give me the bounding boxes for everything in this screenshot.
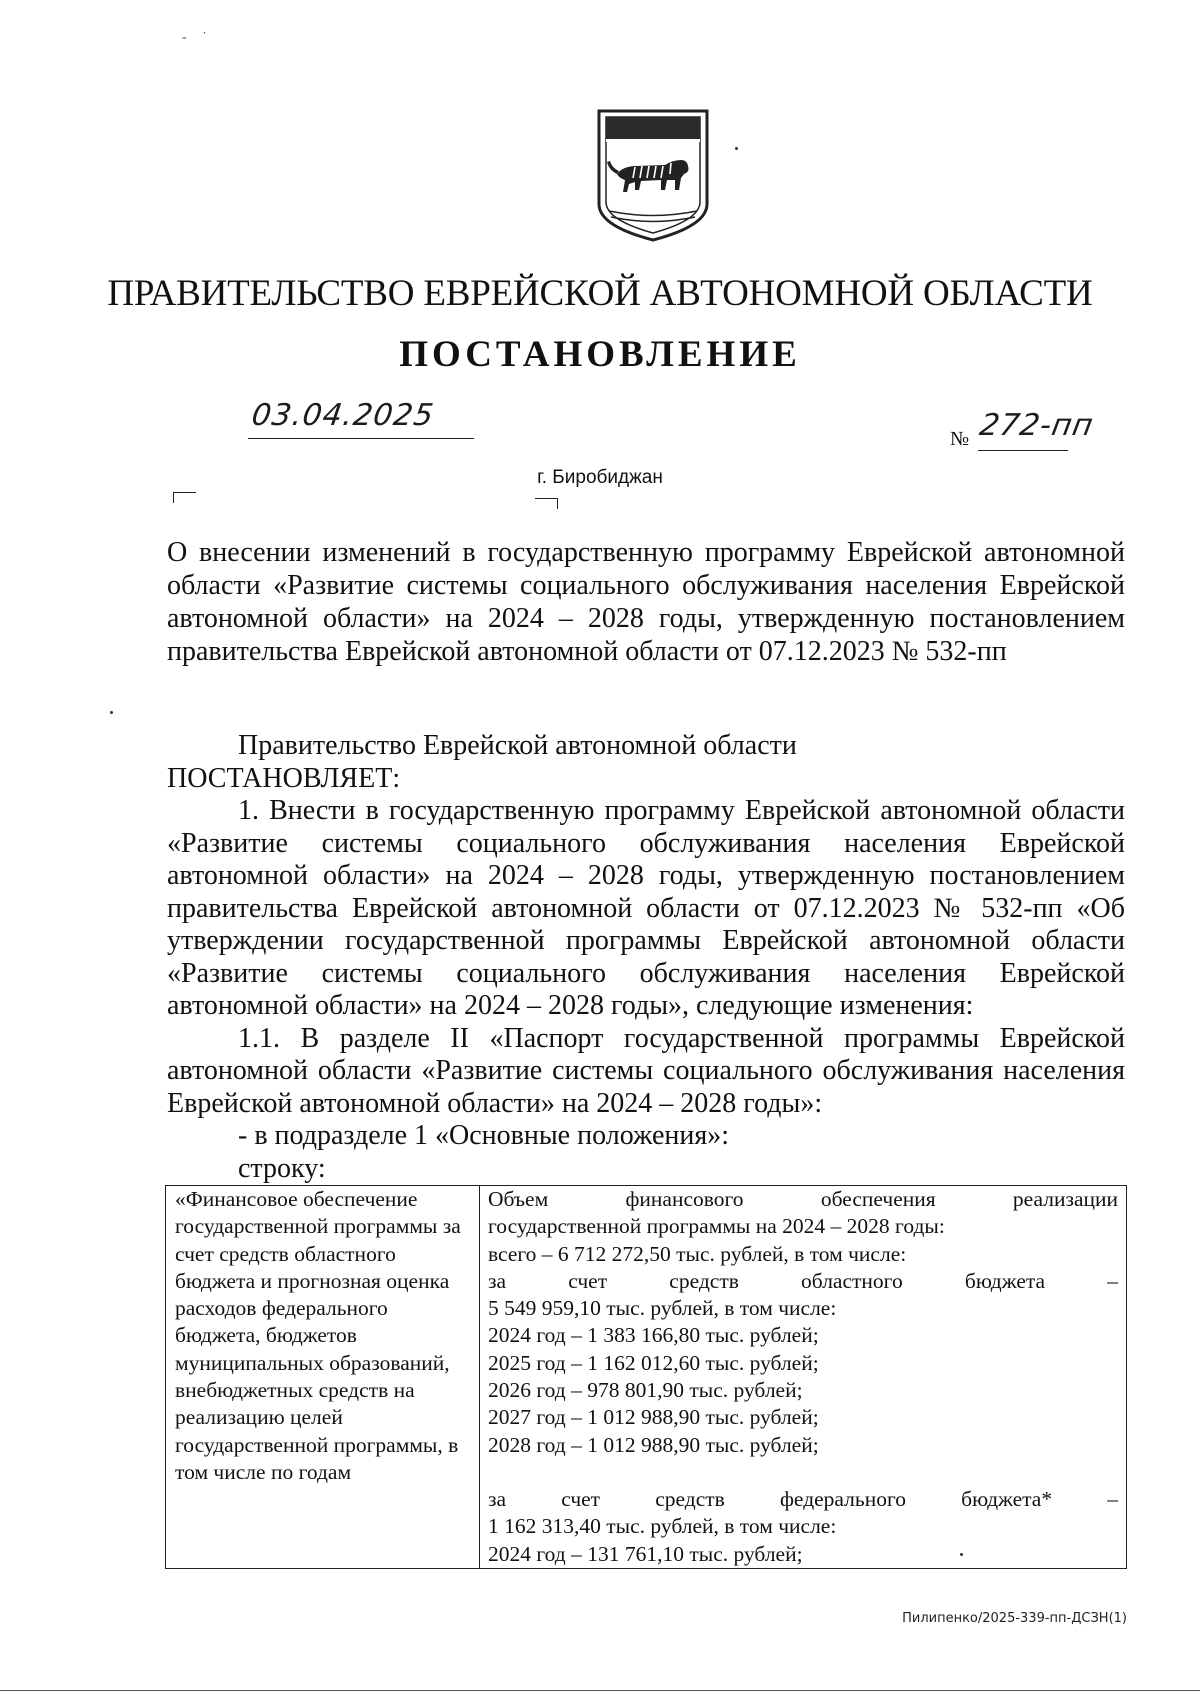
document-body (167, 730, 1125, 1185)
resolves-heading: ПОСТАНОВЛЯЕТ: (167, 762, 401, 794)
table-line: 2025 год – 1 162 012,60 тыс. рублей; (488, 1350, 819, 1375)
scan-speck (110, 711, 113, 714)
scan-speck (735, 147, 738, 150)
document-type-title: ПОСТАНОВЛЕНИЕ (399, 334, 801, 375)
number-underline (978, 450, 1068, 451)
table-line: всего – 6 712 272,50 тыс. рублей, в том числе: (488, 1241, 907, 1266)
table-line: 2026 год – 978 801,90 тыс. рублей; (488, 1378, 803, 1403)
city-label: г. Биробиджан (537, 467, 663, 488)
number-sign: № (950, 428, 970, 450)
date-field (248, 400, 474, 439)
scan-speck (960, 1553, 963, 1556)
table-line: 2027 год – 1 012 988,90 тыс. рублей; (488, 1405, 819, 1430)
table-cell-label: «Финансовое обеспечение государственной программы за счет средств областного бюджета и прогнозная оценка расходов федерального бюджета, бюджетов муниципальных образований, внебюджетных средств на реализацию целей государственной программы, в том числе по годам (166, 1186, 480, 1569)
table-spacer (488, 1459, 1118, 1486)
subsection-line: - в подразделе 1 «Основные положения»: (238, 1120, 730, 1151)
table-line: государственной программы на 2024 – 2028 годы: (488, 1214, 945, 1239)
table-line: за счет средств областного бюджета – (488, 1268, 1118, 1293)
clause-1-1: 1.1. В разделе II «Паспорт государственной программы Еврейской автономной области «Развитие системы социального обслуживания населения Еврейской автономной области» на 2024 – 2028 годы»: (167, 1022, 1125, 1119)
table-line: 1 162 313,40 тыс. рублей, в том числе: (488, 1514, 837, 1539)
organization-title: ПРАВИТЕЛЬСТВО ЕВРЕЙСКОЙ АВТОНОМНОЙ ОБЛАСТИ (107, 273, 1093, 314)
table-line: Объем финансового обеспечения реализации (488, 1187, 1118, 1211)
scan-bottom-edge (0, 1690, 1200, 1691)
handwritten-number: 272-пп (976, 408, 1097, 443)
footer-code: Пилипенко/2025-339-пп-ДСЗН(1) (902, 1611, 1127, 1626)
row-word: строку: (238, 1152, 326, 1184)
document-subject: О внесении изменений в государственную программу Еврейской автономной области «Развитие системы социального обслуживания населения Еврейской автономной области» на 2024 – 2028 годы, утвержденную постановлением правительства Еврейской автономной области от 07.12.2023 № 532-пп (167, 537, 1125, 667)
table-line: 2028 год – 1 012 988,90 тыс. рублей; (488, 1432, 819, 1457)
financing-table (165, 1185, 1127, 1569)
clause-1: 1. Внести в государственную программу Еврейской автономной области «Развитие системы социального обслуживания населения Еврейской автономной области» на 2024 – 2028 годы, утвержденную постановлением правительства Еврейской автономной области от 07.12.2023 № 532-пп «Об утверждении государственной программы Еврейской автономной области «Развитие системы социального обслуживания населения Еврейской автономной области» на 2024 – 2028 годы», следующие изменения: (167, 795, 1125, 1021)
table-line: за счет средств федерального бюджета* – (488, 1486, 1118, 1511)
table-line: 2024 год – 1 383 166,80 тыс. рублей; (488, 1323, 819, 1348)
handwritten-date: 03.04.2025 (249, 398, 437, 433)
table-line: 5 549 959,10 тыс. рублей, в том числе: (488, 1296, 837, 1321)
scan-marks: - ˙ (182, 30, 213, 45)
subject-bracket-right (535, 498, 558, 509)
table-row (166, 1186, 1127, 1569)
table-line: 2024 год – 131 761,10 тыс. рублей; (488, 1541, 803, 1566)
coat-of-arms-emblem (595, 108, 711, 243)
table-cell-values (480, 1186, 1127, 1569)
preamble: Правительство Еврейской автономной области (238, 730, 797, 761)
subject-bracket-left (173, 492, 196, 503)
